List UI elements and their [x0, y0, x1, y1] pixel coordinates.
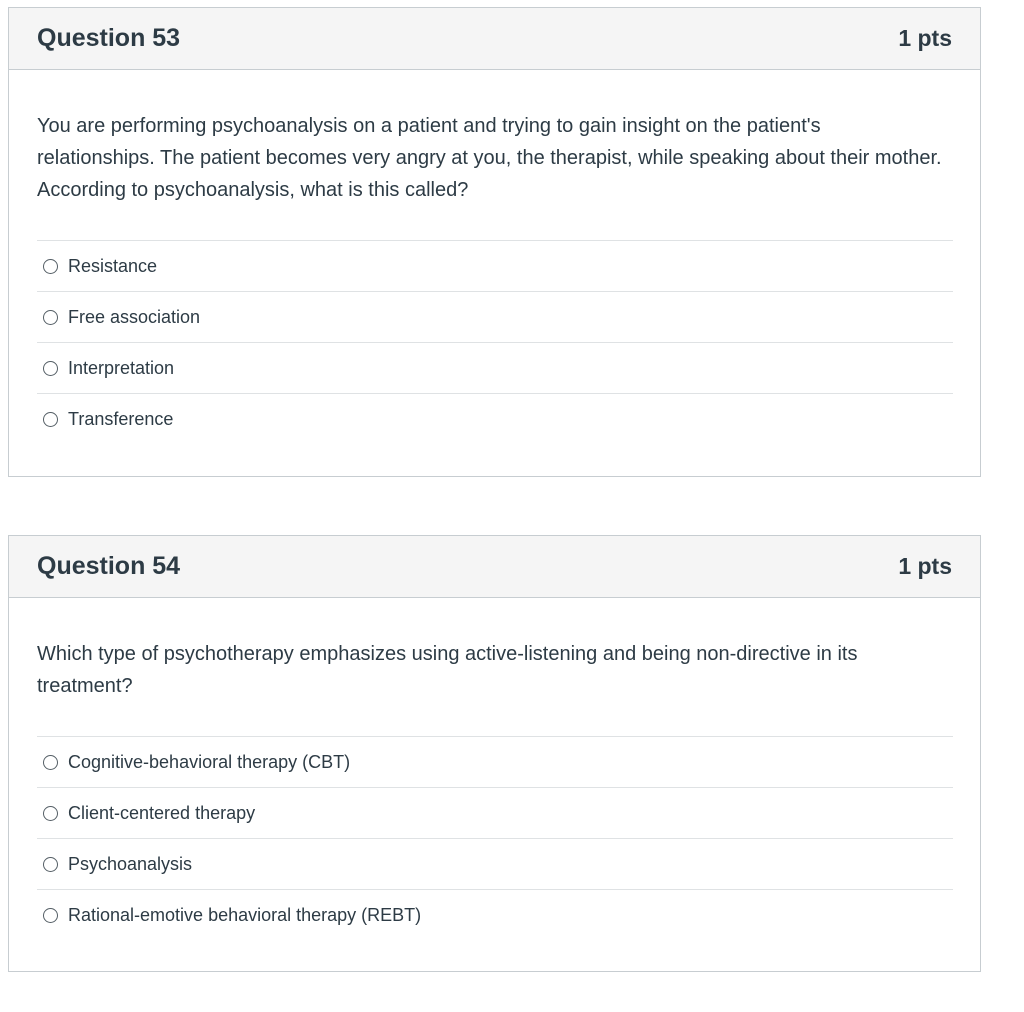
answer-option-transference[interactable] — [37, 394, 953, 445]
answer-label: Client-centered therapy — [68, 802, 256, 823]
question-header — [9, 8, 980, 70]
question-body — [9, 598, 980, 941]
question-points: 1 pts — [898, 553, 952, 579]
answer-label: Psychoanalysis — [68, 853, 193, 874]
answer-option-cbt[interactable] — [37, 737, 953, 788]
answer-option-client-centered[interactable] — [37, 788, 953, 839]
question-points: 1 pts — [898, 25, 952, 51]
question-title: Question 54 — [37, 552, 181, 580]
radio-button[interactable] — [43, 857, 58, 872]
radio-button[interactable] — [43, 806, 58, 821]
answer-label: Cognitive-behavioral therapy (CBT) — [68, 751, 351, 772]
question-54-card — [8, 535, 981, 972]
radio-button[interactable] — [43, 259, 58, 274]
question-text: Which type of psychotherapy emphasizes using active-listening and being non-directive in its treatment? — [37, 643, 858, 697]
answer-option-rebt[interactable] — [37, 890, 953, 941]
radio-button[interactable] — [43, 310, 58, 325]
question-text: You are performing psychoanalysis on a patient and trying to gain insight on the patient's relationships. The patient becomes very angry at you, the therapist, while speaking about their mother. According to psychoanalysis, what is this called? — [37, 115, 942, 201]
question-header — [9, 536, 980, 598]
question-53-card — [8, 7, 981, 477]
radio-button[interactable] — [43, 908, 58, 923]
answer-option-resistance[interactable] — [37, 241, 953, 292]
radio-button[interactable] — [43, 755, 58, 770]
answer-label: Resistance — [68, 255, 158, 276]
radio-button[interactable] — [43, 412, 58, 427]
answer-option-psychoanalysis[interactable] — [37, 839, 953, 890]
answer-list — [37, 736, 953, 941]
radio-button[interactable] — [43, 361, 58, 376]
answer-list — [37, 240, 953, 445]
question-body — [9, 70, 980, 445]
answer-label: Free association — [68, 306, 201, 327]
answer-label: Rational-emotive behavioral therapy (REBT) — [68, 905, 422, 925]
answer-label: Transference — [68, 409, 174, 429]
answer-option-interpretation[interactable] — [37, 343, 953, 394]
question-title: Question 53 — [37, 24, 181, 52]
answer-label: Interpretation — [68, 357, 175, 378]
answer-option-free-association[interactable] — [37, 292, 953, 343]
